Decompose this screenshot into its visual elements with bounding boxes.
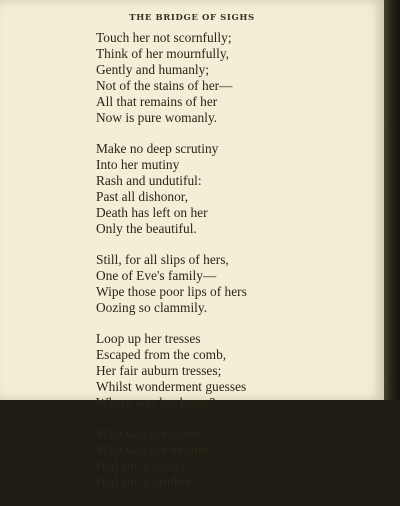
poem-line: Now is pure womanly. <box>96 109 218 125</box>
poem-line: Gently and humanly; <box>96 61 210 77</box>
running-head: THE BRIDGE OF SIGHS <box>129 13 255 23</box>
poem-line: Think of her mournfully, <box>96 45 230 61</box>
poem-line: Escaped from the comb, <box>96 347 227 363</box>
poem-line: Oozing so clammily. <box>96 299 208 315</box>
poem-line: Wipe those poor lips of hers <box>96 283 247 299</box>
poem-line: Touch her not scornfully; <box>96 30 232 45</box>
poem-line: All that remains of her <box>96 93 218 109</box>
poem-line: Where was her home? <box>96 394 216 410</box>
poem-line: Death has left on her <box>96 204 208 220</box>
poem-line: Had she a sister? <box>96 458 187 474</box>
stanza <box>96 426 247 490</box>
poem-body <box>96 30 247 506</box>
poem-line: Whilst wonderment guesses <box>96 379 247 394</box>
stanza <box>96 30 247 125</box>
poem-line: Loop up her tresses <box>96 331 201 347</box>
stanza <box>96 331 247 411</box>
stanza <box>96 141 247 236</box>
book-gutter <box>384 0 400 400</box>
poem-line: Only the beautiful. <box>96 220 197 236</box>
poem-line: Into her mutiny <box>96 156 180 172</box>
poem-line: Past all dishonor, <box>96 188 189 204</box>
poem-line: One of Eve's family— <box>96 267 217 283</box>
poem-line: Who was her mother? <box>96 442 214 458</box>
poem-line: Had she a brother? <box>96 474 197 490</box>
poem-line: Still, for all slips of hers, <box>96 252 229 268</box>
poem-line: Not of the stains of her— <box>96 77 233 93</box>
stanza <box>96 252 247 316</box>
poem-line: Who was her father? <box>96 426 208 442</box>
poem-line: Her fair auburn tresses; <box>96 363 222 379</box>
poem-line: Rash and undutiful: <box>96 172 202 188</box>
poem-line: Make no deep scrutiny <box>96 141 219 157</box>
